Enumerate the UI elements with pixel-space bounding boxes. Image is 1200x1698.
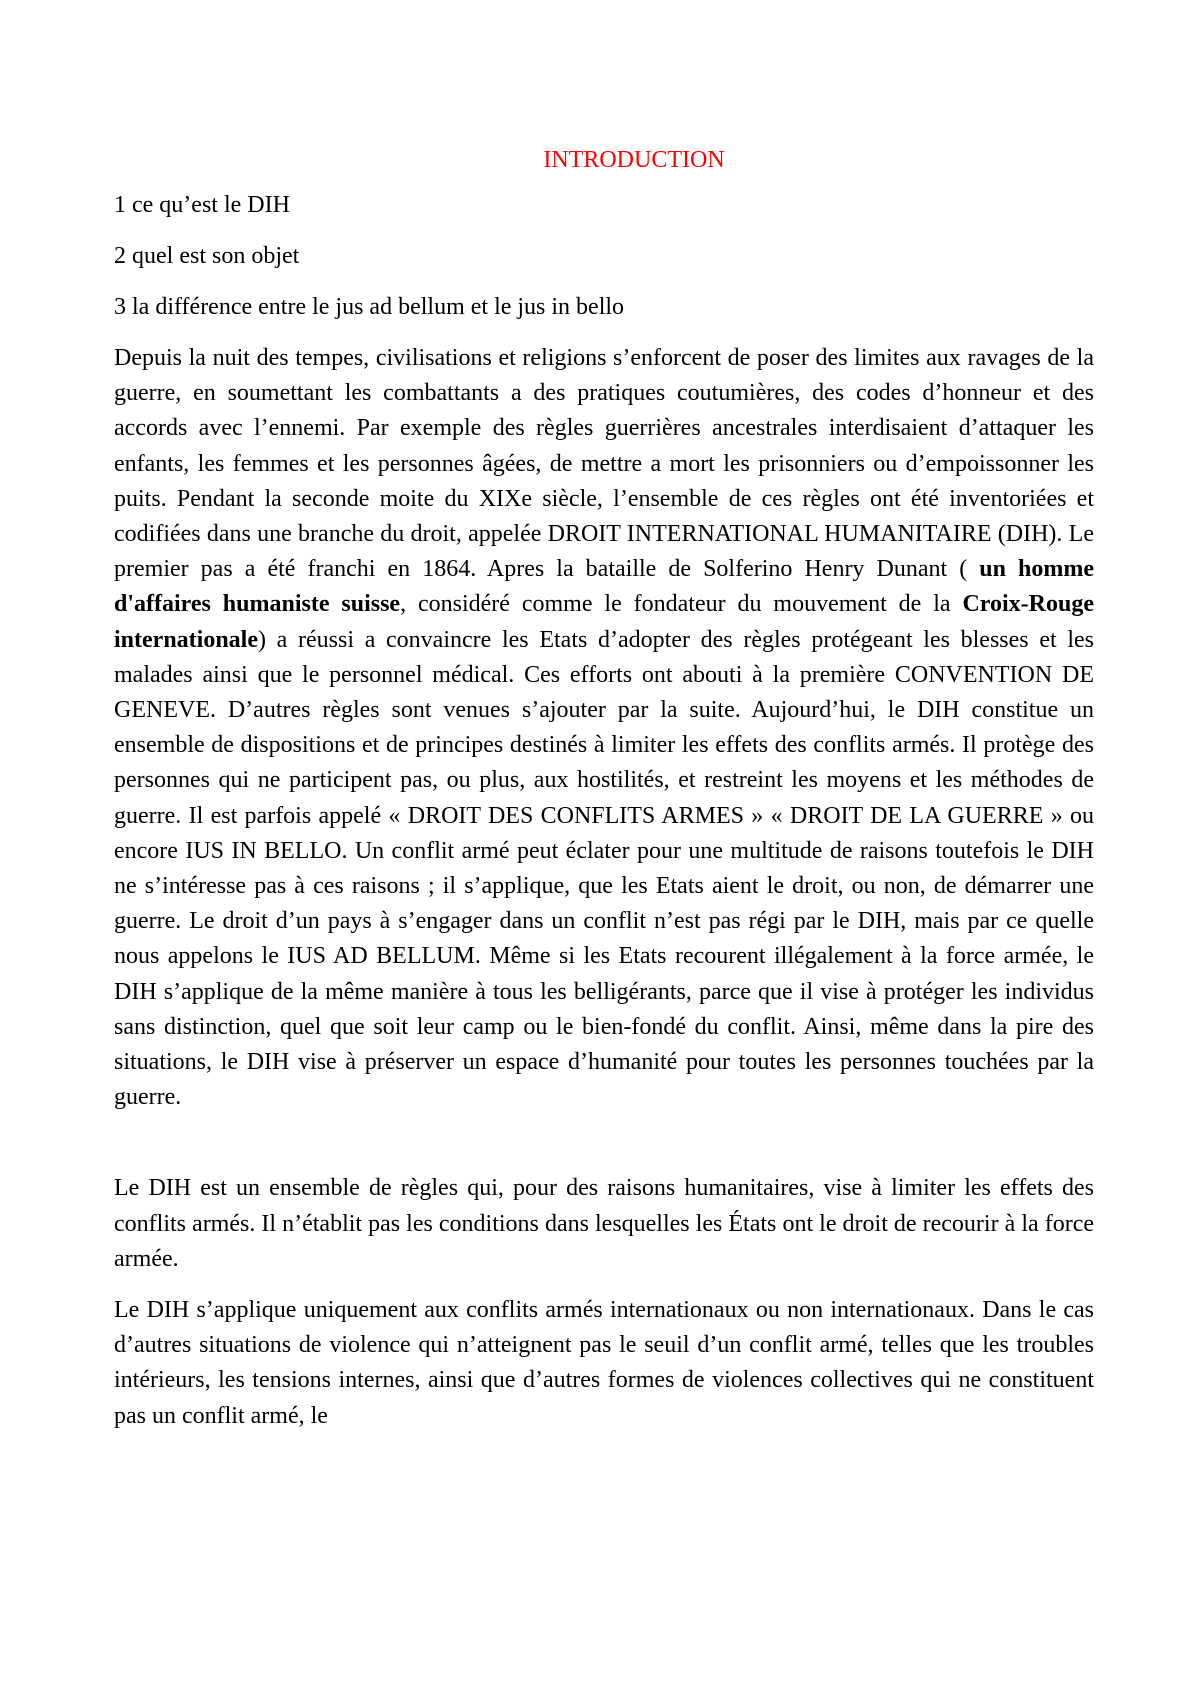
- document-body: [114, 140, 1094, 1450]
- paragraph-history-bold-2: Croix-Rouge internationale: [114, 591, 1094, 653]
- paragraph-scope: Le DIH s’applique uniquement aux conflits armés internationaux ou non internationaux. Dans le cas d’autres situations de violence qui n’atteignent pas le seuil d’un conflit armé, telles que les troubles intérieurs, les tensions internes, ainsi que d’autres formes de violences collectives qui ne constituent pas un conflit armé, le: [114, 1297, 1094, 1429]
- outline-item-1: 1 ce qu’est le DIH: [114, 192, 290, 218]
- paragraph-definition: Le DIH est un ensemble de règles qui, pour des raisons humanitaires, vise à limiter les effets des conflits armés. Il n’établit pas les conditions dans lesquelles les États ont le droit de recourir à la force armée.: [114, 1175, 1094, 1272]
- document-title: INTRODUCTION: [543, 147, 725, 173]
- paragraph-history-text-3: ) a réussi a convaincre les Etats d’adopter des règles protégeant les blesses et les malades ainsi que le personnel médical. Ces efforts ont abouti à la première CONVENTION DE GENEVE. D’autres règles sont venues s’ajouter par la suite. Aujourd’hui, le DIH constitue un ensemble de dispositions et de principes destinés à limiter les effets des conflits armés. Il protège des personnes qui ne participent pas, ou plus, aux hostilités, et restreint les moyens et les méthodes de guerre. Il est parfois appelé « DROIT DES CONFLITS ARMES » « DROIT DE LA GUERRE » ou encore IUS IN BELLO. Un conflit armé peut éclater pour une multitude de raisons toutefois le DIH ne s’intéresse pas à ces raisons ; il s’applique, que les Etats aient le droit, ou non, de démarrer une guerre. Le droit d’un pays à s’engager dans un conflit n’est pas régi par le DIH, mais par ce quelle nous appelons le IUS AD BELLUM. Même si les Etats recourent illégalement à la force armée, le DIH s’applique de la même manière à tous les belligérants, parce que il vise à protéger les individus sans distinction, quel que soit leur camp ou le bien-fondé du conflit. Ainsi, même dans la pire des situations, le DIH vise à préserver un espace d’humanité pour toutes les personnes touchées par la guerre.: [114, 626, 1094, 1111]
- paragraph-history-bold-1: un homme d'affaires humaniste suisse: [114, 556, 1095, 618]
- paragraph-history-text-1: Depuis la nuit des tempes, civilisations et religions s’enforcent de poser des limites aux ravages de la guerre, en soumettant les combattants a des pratiques coutumières, des codes d’honneur et des accords avec l’ennemi. Par exemple des règles guerrières ancestrales interdisaient d’attaquer les enfants, les femmes et les personnes âgées, de mettre a mort les prisonniers ou d’empoissonner les puits. Pendant la seconde moite du XIXe siècle, l’ensemble de ces règles ont été inventoriées et codifiées dans une branche du droit, appelée DROIT INTERNATIONAL HUMANITAIRE (DIH). Le premier pas a été franchi en 1864. Apres la bataille de Solferino Henry Dunant (: [114, 345, 1094, 583]
- blank-line: [114, 1131, 1094, 1171]
- outline-item-2: 2 quel est son objet: [114, 243, 300, 269]
- outline-item-3: 3 la différence entre le jus ad bellum et le jus in bello: [114, 294, 625, 320]
- paragraph-history-text-2: , considéré comme le fondateur du mouvement de la: [400, 591, 963, 618]
- paragraph-history: [114, 341, 1094, 1115]
